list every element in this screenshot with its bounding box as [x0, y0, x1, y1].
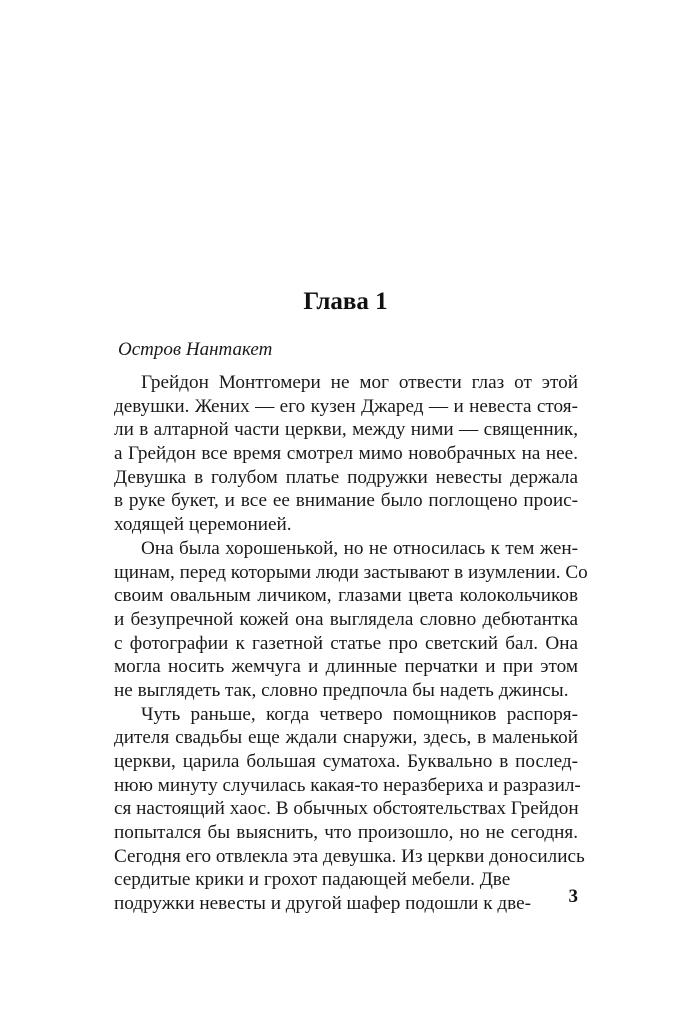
text-line: ходящей церемонией.: [114, 514, 292, 536]
text-line: Сегодня его отвлекла эта девушка. Из церкви доносились: [114, 845, 585, 867]
text-line: в руке букет, и все ее внимание было поглощено проис-: [114, 490, 578, 512]
text-line: церкви, царила большая суматоха. Буквально в послед-: [114, 751, 578, 772]
text-line: и безупречной кожей она выглядела словно дебютантка: [114, 608, 578, 630]
text-line: щинам, перед которыми люди застывают в изумлении. Со: [114, 561, 588, 583]
text-line: подружки невесты и другой шафер подошли к две-: [114, 893, 531, 915]
text-line: Она была хорошенькой, но не относилась к тем жен-: [141, 537, 578, 559]
text-line: Грейдон Монтгомери не мог отвести глаз от этой: [141, 372, 578, 393]
text-line: Чуть раньше, когда четверо помощников распоря-: [141, 703, 578, 725]
text-line: не выглядеть так, словно предпочла бы надеть джинсы.: [114, 679, 569, 701]
text-line: девушки. Жених — его кузен Джаред — и невеста стоя-: [114, 395, 578, 417]
text-line: сердитые крики и грохот падающей мебели. Две: [114, 869, 511, 891]
text-line: Девушка в голубом платье подружки невесты держала: [114, 466, 578, 488]
chapter-title: Глава 1: [303, 288, 388, 315]
text-line: а Грейдон все время смотрел мимо новобрачных на нее.: [114, 443, 578, 465]
text-line: попытался бы выяснить, что произошло, но не сегодня.: [114, 822, 578, 844]
text-line: с фотографии к газетной статье про светский бал. Она: [114, 632, 578, 654]
text-line: могла носить жемчуга и длинные перчатки и при этом: [114, 656, 578, 678]
page-number: 3: [568, 886, 578, 907]
text-line: нюю минуту случилась какая-то неразбериха и разразил-: [114, 774, 581, 796]
text-line: ся настоящий хаос. В обычных обстоятельствах Грейдон: [114, 798, 579, 820]
text-line: дителя свадьбы еще ждали снаружи, здесь, в маленькой: [114, 727, 578, 749]
body-text: [114, 371, 588, 916]
text-line: своим овальным личиком, глазами цвета колокольчиков: [114, 585, 578, 607]
text-line: ли в алтарной части церкви, между ними — священник,: [114, 419, 578, 441]
chapter-location-subtitle: Остров Нантакет: [118, 339, 273, 360]
